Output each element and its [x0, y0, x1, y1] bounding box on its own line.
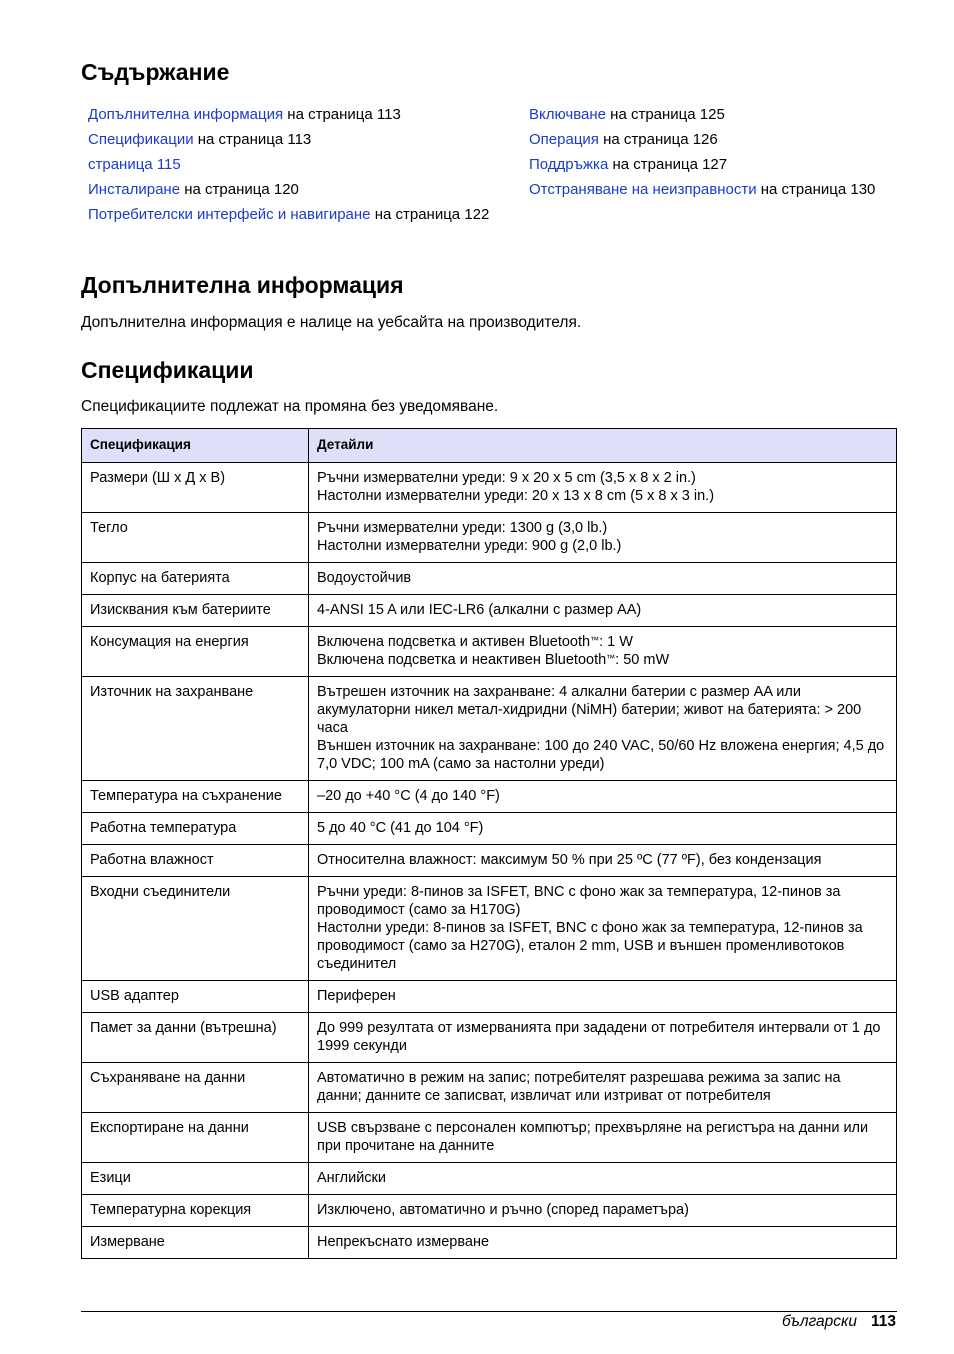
toc-link[interactable]: Поддръжка: [529, 156, 609, 173]
toc-link[interactable]: страница 115: [88, 156, 181, 173]
toc-left-column: [88, 106, 508, 231]
additional-info-text: Допълнителна информация е налице на уебсайта на производителя.: [81, 314, 582, 331]
table-row: [82, 563, 897, 595]
toc-link[interactable]: Операция: [529, 131, 599, 148]
specifications-intro: Спецификациите подлежат на промяна без уведомяване.: [81, 398, 499, 415]
specifications-heading: Спецификации: [81, 357, 254, 383]
toc-page-ref: на страница 113: [287, 106, 401, 123]
table-row: [82, 595, 897, 627]
spec-name-cell: Съхраняване на данни: [82, 1063, 309, 1113]
spec-name-cell: Температура на съхранение: [82, 781, 309, 813]
toc-link[interactable]: Допълнителна информация: [88, 106, 284, 123]
spec-details-cell: [309, 1113, 897, 1163]
spec-name-cell: Измерване: [82, 1227, 309, 1259]
spec-details-cell: [309, 845, 897, 877]
spec-details-cell: [309, 981, 897, 1013]
footer-divider: [81, 1311, 897, 1312]
spec-name-cell: Езици: [82, 1163, 309, 1195]
spec-detail-line: Включена подсветка и активен Bluetooth™: 1 W: [317, 634, 633, 650]
spec-details-cell: [309, 1163, 897, 1195]
toc-page-ref: на страница 122: [374, 206, 490, 223]
footer-language: български: [782, 1313, 857, 1330]
spec-name-cell: Тегло: [82, 513, 309, 563]
spec-details-cell: [309, 877, 897, 981]
spec-detail-line: Относителна влажност: максимум 50 % при 25 ºC (77 ºF), без кондензация: [317, 852, 822, 868]
table-row: [82, 627, 897, 677]
spec-name-cell: Работна температура: [82, 813, 309, 845]
toc-entry: [529, 181, 889, 199]
toc-link[interactable]: Спецификации: [88, 131, 194, 148]
table-row: [82, 981, 897, 1013]
table-row: [82, 463, 897, 513]
spec-details-cell: [309, 627, 897, 677]
additional-info-heading: Допълнителна информация: [81, 272, 404, 298]
toc-entry: [88, 131, 508, 149]
trademark-mark: ™: [590, 635, 600, 645]
spec-name-cell: Памет за данни (вътрешна): [82, 1013, 309, 1063]
page-footer: [782, 1313, 896, 1331]
spec-details-cell: [309, 595, 897, 627]
specifications-table: [81, 428, 897, 1259]
page-number: 113: [870, 1313, 896, 1330]
spec-detail-line: 5 до 40 °C (41 до 104 °F): [317, 820, 484, 836]
table-row: [82, 813, 897, 845]
table-row: [82, 781, 897, 813]
spec-detail-line: Ръчни измервателни уреди: 1300 g (3,0 lb.): [317, 520, 608, 536]
table-row: [82, 1013, 897, 1063]
spec-detail-line: USB свързване с персонален компютър; прехвърляне на регистъра на данни или при прочитане на данните: [317, 1120, 869, 1154]
spec-details-cell: [309, 563, 897, 595]
spec-detail-line: Включена подсветка и неактивен Bluetooth™: 50 mW: [317, 652, 670, 668]
spec-name-cell: USB адаптер: [82, 981, 309, 1013]
table-row: [82, 845, 897, 877]
spec-details-cell: [309, 813, 897, 845]
spec-detail-line: Настолни измервателни уреди: 900 g (2,0 lb.): [317, 538, 622, 554]
spec-name-cell: Размери (Ш x Д x В): [82, 463, 309, 513]
spec-detail-line: Автоматично в режим на запис; потребителят разрешава режима за запис на данни; данните се записват, извличат или изтриват от потребителя: [317, 1070, 841, 1104]
toc-entry: [88, 156, 508, 174]
toc-page-ref: на страница 126: [603, 131, 718, 148]
spec-detail-line: Външен източник на захранване: 100 до 240 VAC, 50/60 Hz вложена енергия; 4,5 до 7,0 VDC; 100 mA (само за настолни уреди): [317, 738, 885, 772]
toc-entry: [88, 106, 508, 124]
trademark-mark: ™: [606, 653, 616, 663]
toc-entry: [88, 206, 508, 224]
spec-details-cell: [309, 463, 897, 513]
toc-entry: [529, 106, 889, 124]
spec-details-cell: [309, 781, 897, 813]
spec-name-cell: Източник на захранване: [82, 677, 309, 781]
table-row: [82, 877, 897, 981]
column-header-details: Детайли: [309, 429, 897, 463]
toc-page-ref: на страница 120: [184, 181, 299, 198]
toc-page-ref: на страница 127: [612, 156, 728, 173]
spec-details-cell: [309, 1013, 897, 1063]
table-header-row: [82, 429, 897, 463]
table-row: [82, 513, 897, 563]
spec-detail-line: Вътрешен източник на захранване: 4 алкални батерии с размер AA или акумулаторни никел метал-хидридни (NiMH) батерии; живот на батерията: > 200 часа: [317, 684, 862, 736]
spec-detail-line: Ръчни уреди: 8-пинов за ISFET, BNC с фоно жак за температура, 12-пинов за проводимост (само за H170G): [317, 884, 841, 918]
toc-link[interactable]: Отстраняване на неизправности: [529, 181, 757, 198]
table-row: [82, 677, 897, 781]
spec-detail-line: Водоустойчив: [317, 570, 412, 586]
spec-name-cell: Температурна корекция: [82, 1195, 309, 1227]
spec-name-cell: Изисквания към батериите: [82, 595, 309, 627]
spec-detail-line: Изключено, автоматично и ръчно (според параметъра): [317, 1202, 689, 1218]
spec-name-cell: Работна влажност: [82, 845, 309, 877]
toc-heading: Съдържание: [81, 59, 230, 85]
table-row: [82, 1063, 897, 1113]
toc-entry: [88, 181, 508, 199]
toc-entry: [529, 131, 889, 149]
spec-name-cell: Експортиране на данни: [82, 1113, 309, 1163]
spec-name-cell: Корпус на батерията: [82, 563, 309, 595]
spec-detail-line: Настолни измервателни уреди: 20 x 13 x 8 cm (5 x 8 x 3 in.): [317, 488, 715, 504]
specifications-table-body: [82, 463, 897, 1259]
spec-detail-line: Ръчни измервателни уреди: 9 x 20 x 5 cm (3,5 x 8 x 2 in.): [317, 470, 696, 486]
table-row: [82, 1163, 897, 1195]
spec-detail-line: Английски: [317, 1170, 387, 1186]
toc-link[interactable]: Потребителски интерфейс и навигиране: [88, 206, 371, 223]
table-row: [82, 1113, 897, 1163]
spec-details-cell: [309, 1063, 897, 1113]
spec-detail-line: Периферен: [317, 988, 396, 1004]
spec-name-cell: Консумация на енергия: [82, 627, 309, 677]
spec-details-cell: [309, 1227, 897, 1259]
spec-detail-line: Непрекъснато измерване: [317, 1234, 490, 1250]
toc-entry: [529, 156, 889, 174]
spec-details-cell: [309, 1195, 897, 1227]
toc-page-ref: на страница 113: [197, 131, 312, 148]
spec-details-cell: [309, 677, 897, 781]
toc-page-ref: на страница 125: [610, 106, 725, 123]
toc-link[interactable]: Включване: [529, 106, 606, 123]
column-header-spec: Спецификация: [82, 429, 309, 463]
table-row: [82, 1227, 897, 1259]
spec-name-cell: Входни съединители: [82, 877, 309, 981]
toc-right-column: [529, 106, 889, 206]
spec-detail-line: 4-ANSI 15 A или IEC-LR6 (алкални с размер AA): [317, 602, 642, 618]
spec-detail-line: Настолни уреди: 8-пинов за ISFET, BNC с фоно жак за температура, 12-пинов за проводимост (само за H270G), еталон 2 mm, USB и външен променливотоков съединител: [317, 920, 863, 972]
spec-detail-line: –20 до +40 °C (4 до 140 °F): [317, 788, 500, 804]
toc-page-ref: на страница 130: [760, 181, 876, 198]
table-row: [82, 1195, 897, 1227]
toc-link[interactable]: Инсталиране: [88, 181, 181, 198]
spec-details-cell: [309, 513, 897, 563]
spec-detail-line: До 999 резултата от измерванията при зададени от потребителя интервали от 1 до 1999 секунди: [317, 1020, 881, 1054]
